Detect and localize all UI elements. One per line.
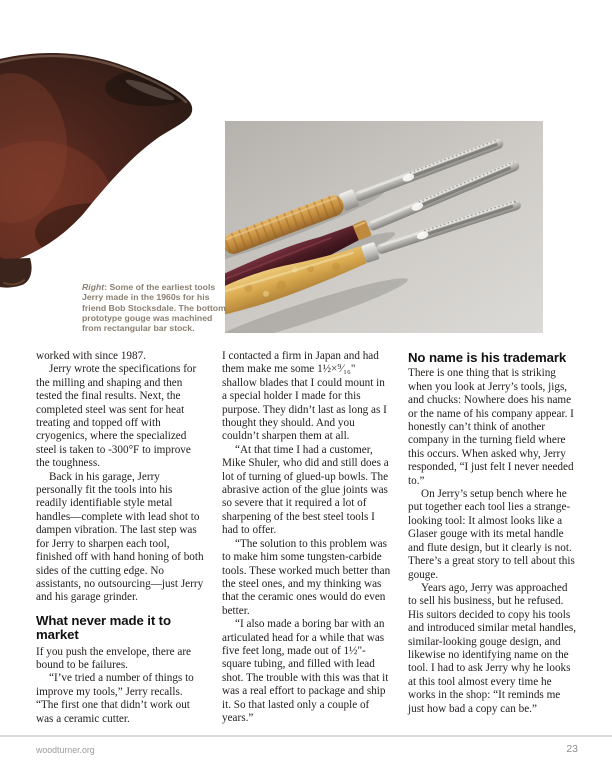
paragraph: There is one thing that is striking when you look at Jerry’s tools, jigs, and chucks: Nowhere does his name or the name of his company appear. I honestly can’t think of another company in the turning field where this occurs. When asked why, Jerry responded, “I just felt I never needed to.” (408, 367, 574, 487)
paragraph: “I’ve tried a number of things to improve my tools,” Jerry recalls. “The first one that didn’t work out was a ceramic cutter. (36, 672, 194, 725)
paragraph: Jerry wrote the specifications for the milling and shaping and then tested the final results. Next, the completed steel was sent for heat treating and topped off with cryogenics, where the specialized steel is taken to -300°F to improve the toughness. (36, 363, 197, 470)
paragraph: Back in his garage, Jerry personally fit the tools into his readily identifiable style metal handles—complete with lead shot to dampen vibration. The last step was for Jerry to sharpen each tool, finished off with hand honing of both sides of the cutting edge. No assistants, no outsourcing—just Jerry and his garage grinder. (36, 470, 204, 604)
paragraph: If you push the envelope, there are bound to be failures. (36, 645, 192, 671)
photo-caption (82, 282, 232, 333)
paragraph: “I also made a boring bar with an articulated head for a while that was five feet long, made out of 1½"-square tubing, and filled with lead shot. The trouble with this was that it was a real effort to package and ship it. So that lasted only a couple of years.” (222, 618, 389, 724)
paragraph: I contacted a firm in Japan and had them make me some 1½×⁹⁄₁₆" shallow blades that I could mount in a special holder I made for this purpose. They didn’t last as long as I thought they should. And you couldn’t sharpen them at all. (222, 350, 387, 443)
paragraph: “The solution to this problem was to make him some tungsten-carbide tools. These worked much better than the steel ones, and my thinking was that the ceramic ones would do even better. (222, 537, 391, 617)
column-1 (36, 350, 206, 726)
tools-photo (225, 121, 543, 333)
column-2 (222, 350, 392, 726)
bowl-illustration (0, 28, 212, 296)
column-3 (408, 350, 578, 726)
footer-divider (0, 735, 612, 737)
bowl-photo (0, 28, 212, 296)
tools-illustration (225, 121, 543, 333)
footer-page-number: 23 (566, 743, 578, 755)
section-heading-never-made-market: What never made it to market (36, 612, 171, 643)
footer-site-url: woodturner.org (36, 745, 95, 755)
paragraph: Years ago, Jerry was approached to sell his business, but he refused. His suitors decided to copy his tools and introduced similar metal handles, similar-looking gouge design, and likewise no identifying name on the tool. I had to ask Jerry why he looks at this tool almost every time he works in the shop: “It reminds me just how bad a copy can be.” (408, 581, 577, 715)
article-body (36, 350, 578, 726)
caption-text: : Some of the earliest tools Jerry made in the 1960s for his friend Bob Stocksdale. The bottom prototype gouge was machined from rectangular bar stock. (82, 282, 226, 334)
paragraph: worked with since 1987. (36, 350, 146, 362)
caption-lead: Right (82, 282, 105, 292)
section-heading-no-name-trademark: No name is his trademark (408, 350, 567, 365)
paragraph: “At that time I had a customer, Mike Shuler, who did and still does a lot of turning of glued-up bowls. The abrasive action of the glue joints was so severe that it required a lot of sharpening of the best steel tools I had to offer. (222, 443, 389, 537)
paragraph: On Jerry’s setup bench where he put together each tool lies a strange-looking tool: It almost looks like a Glaser gouge with its metal handle and flute design, but it clearly is not. There’s a great story to tell about this gouge. (408, 488, 575, 581)
